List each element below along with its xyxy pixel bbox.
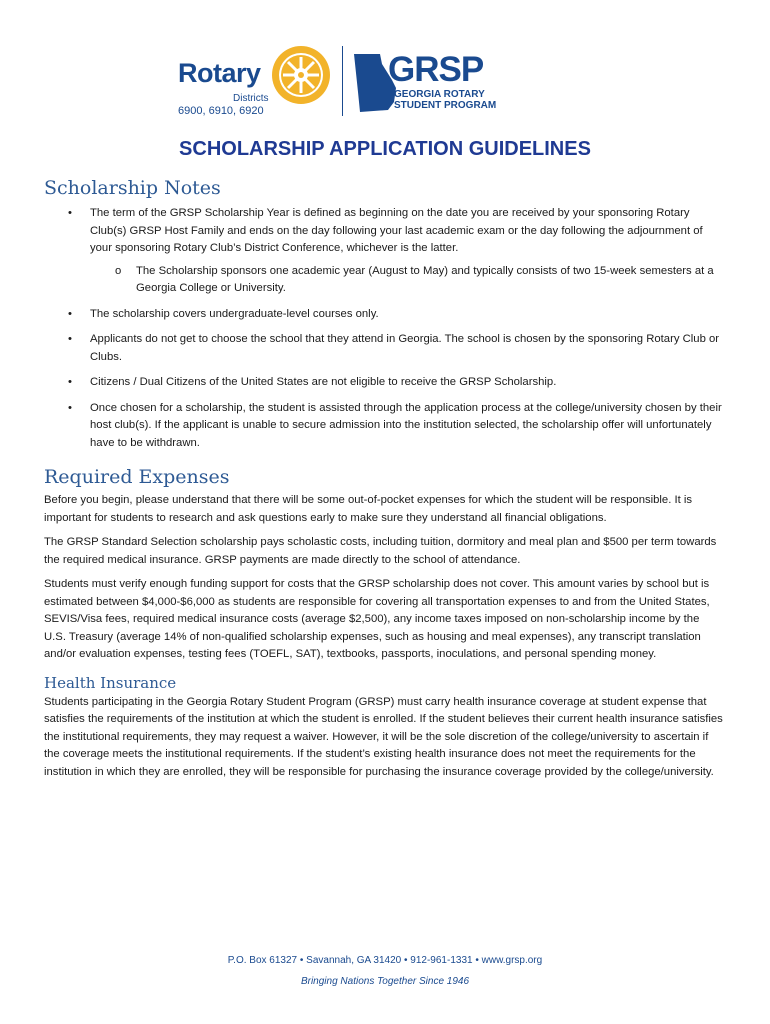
footer-address: P.O. Box 61327 • Savannah, GA 31420 • 912-961-1331 • www.grsp.org [227, 955, 543, 966]
footer-tagline: Bringing Nations Together Since 1946 [300, 976, 470, 987]
grsp-subtitle-line2: STUDENT PROGRAM [394, 100, 497, 111]
bullet-text: The scholarship covers undergraduate-level courses only. [90, 307, 379, 320]
bullet-icon: • [68, 307, 72, 320]
required-expenses-heading: Required Expenses [44, 466, 230, 488]
rotary-logo-wordmark: Rotary [178, 58, 261, 88]
document-body [44, 177, 724, 788]
logo-divider [342, 46, 343, 116]
bullet-text: The term of the GRSP Scholarship Year is defined as beginning on the date you are received by your sponsoring Rotary Club(s) GRSP Host Family and ends on the day following your last academic exam or the day following the adjournment of your sponsoring Rotary Club’s District Conference, whichever is the latter. [90, 207, 703, 254]
paragraph: Students must verify enough funding support for costs that the GRSP scholarship does not cover. This amount varies by school but is estimated between $4,000-$6,000 as students are responsible for covering all transportation expenses to and from the United States, SEVIS/Visa fees, required medical insurance costs (average $2,500), any income taxes imposed on non-scholarship income by the U.S. Treasury (average 14% of non-qualified scholarship expenses, such as housing and meal expenses), any transcript translation and/or evaluation expenses, testing fees (TOEFL, SAT), textbooks, passports, inoculations, and personal spending money. [44, 578, 710, 660]
list-item [44, 306, 724, 324]
paragraph: The GRSP Standard Selection scholarship pays scholastic costs, including tuition, dormitory and meal plan and $500 per term towards the required medical insurance. GRSP payments are made directly to the school of attendance. [44, 536, 717, 566]
scholarship-notes-heading: Scholarship Notes [44, 177, 221, 199]
health-insurance-heading: Health Insurance [44, 673, 177, 692]
bullet-icon: • [68, 376, 72, 388]
sub-list [90, 263, 724, 298]
sub-bullet-icon: o [115, 264, 122, 277]
scholarship-notes-list [44, 205, 724, 452]
sub-bullet-text: The Scholarship sponsors one academic year (August to May) and typically consists of two 15-week semesters at a Georgia College or University. [136, 264, 714, 294]
rotary-wheel-icon [270, 44, 332, 106]
header [0, 0, 770, 125]
rotary-district-numbers: 6900, 6910, 6920 [178, 105, 264, 117]
paragraph: Students participating in the Georgia Rotary Student Program (GRSP) must carry health insurance coverage at student expense that satisfies the requirements of the institution at which the student is enrolled. If the student believes their current health insurance satisfies the institutional requirements, they may request a waiver. However, it will be the sole discretion of the college/university to ascertain if the coverage meets the institutional requirements. If the student’s existing health insurance does not meet the requirements for the institution in which they are enrolled, they will be responsible for purchasing the insurance coverage provided by the college/university. [44, 695, 723, 778]
list-item [44, 331, 724, 366]
sub-list-item [90, 263, 724, 298]
list-item [44, 400, 724, 453]
bullet-icon: • [68, 207, 72, 219]
bullet-text: Once chosen for a scholarship, the student is assisted through the application process at the college/university chosen by their host club(s). If the applicant is unable to secure admission into the institution selected, the scholarship offer will unfortunately have to be withdrawn. [90, 401, 722, 449]
grsp-logo-wordmark: GRSP [388, 50, 484, 89]
page-title: SCHOLARSHIP APPLICATION GUIDELINES [179, 138, 591, 160]
paragraph: Before you begin, please understand that there will be some out-of-pocket expenses for which the student will be responsible. It is important for students to research and ask questions early to make sure they understand all financial obligations. [44, 494, 693, 524]
grsp-subtitle-line1: GEORGIA ROTARY [394, 89, 485, 100]
bullet-icon: • [68, 401, 72, 414]
list-item [44, 374, 724, 392]
bullet-text: Applicants do not get to choose the school that they attend in Georgia. The school is chosen by the sponsoring Rotary Club or Clubs. [90, 333, 720, 363]
rotary-districts-label: Districts [233, 93, 269, 104]
bullet-text: Citizens / Dual Citizens of the United States are not eligible to receive the GRSP Scholarship. [90, 376, 557, 388]
list-item [44, 205, 724, 298]
bullet-icon: • [68, 333, 72, 345]
